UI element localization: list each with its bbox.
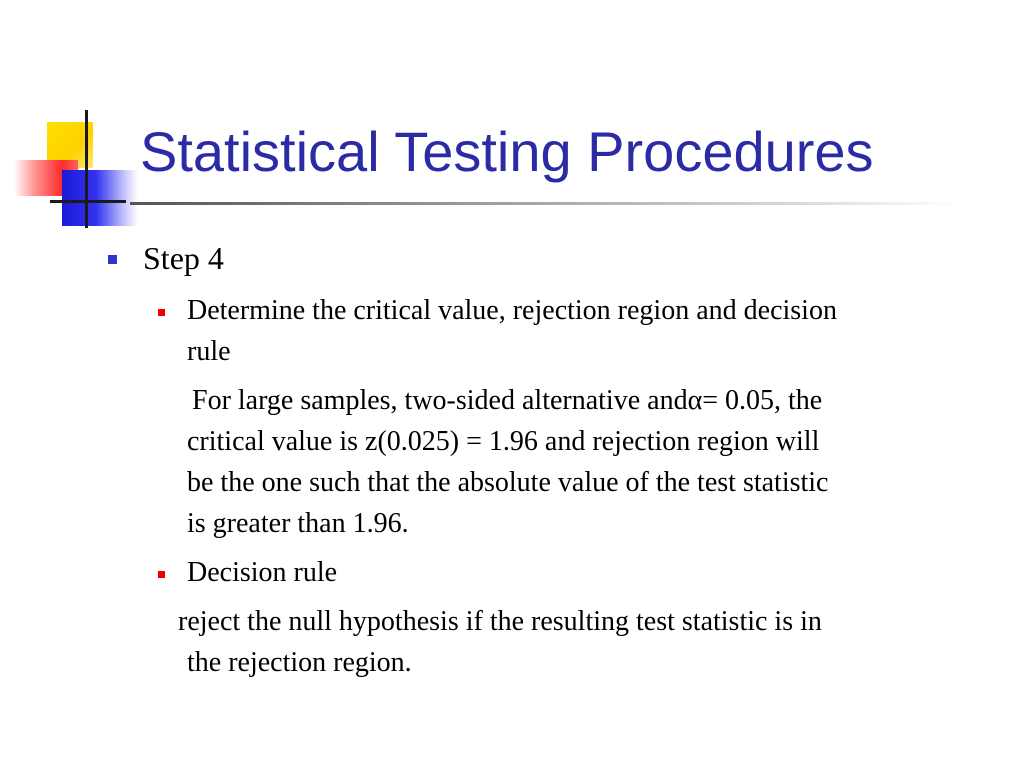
paragraph-line-1: For large samples, two-sided alternative andα= 0.05, the <box>192 385 823 416</box>
sub-bullet-determine-line1: Determine the critical value, rejection region and decision <box>187 295 837 326</box>
title-underline-rule <box>130 202 960 205</box>
blue-square-bullet-icon <box>108 255 117 264</box>
sub-bullet-determine-line2: rule <box>187 336 231 367</box>
reject-line-1: reject the null hypothesis if the resulting test statistic is in <box>178 606 822 637</box>
sub-bullet-determine <box>187 290 987 372</box>
decorative-horizontal-line <box>50 200 126 203</box>
slide-title: Statistical Testing Procedures <box>140 120 874 183</box>
decorative-vertical-line <box>85 110 88 228</box>
sub-bullet-decision-rule: Decision rule <box>187 557 338 588</box>
paragraph-line-4: is greater than 1.96. <box>187 508 409 539</box>
decision-rule-paragraph <box>178 601 978 683</box>
red-square-bullet-icon <box>158 571 165 578</box>
decorative-blue-square <box>62 170 138 226</box>
bullet-step-label: Step 4 <box>143 240 224 276</box>
reject-line-2: the rejection region. <box>187 647 412 678</box>
paragraph-line-2: critical value is z(0.025) = 1.96 and rejection region will <box>187 426 820 457</box>
red-square-bullet-icon <box>158 309 165 316</box>
critical-value-paragraph <box>187 380 987 544</box>
paragraph-line-3: be the one such that the absolute value of the test statistic <box>187 467 829 498</box>
